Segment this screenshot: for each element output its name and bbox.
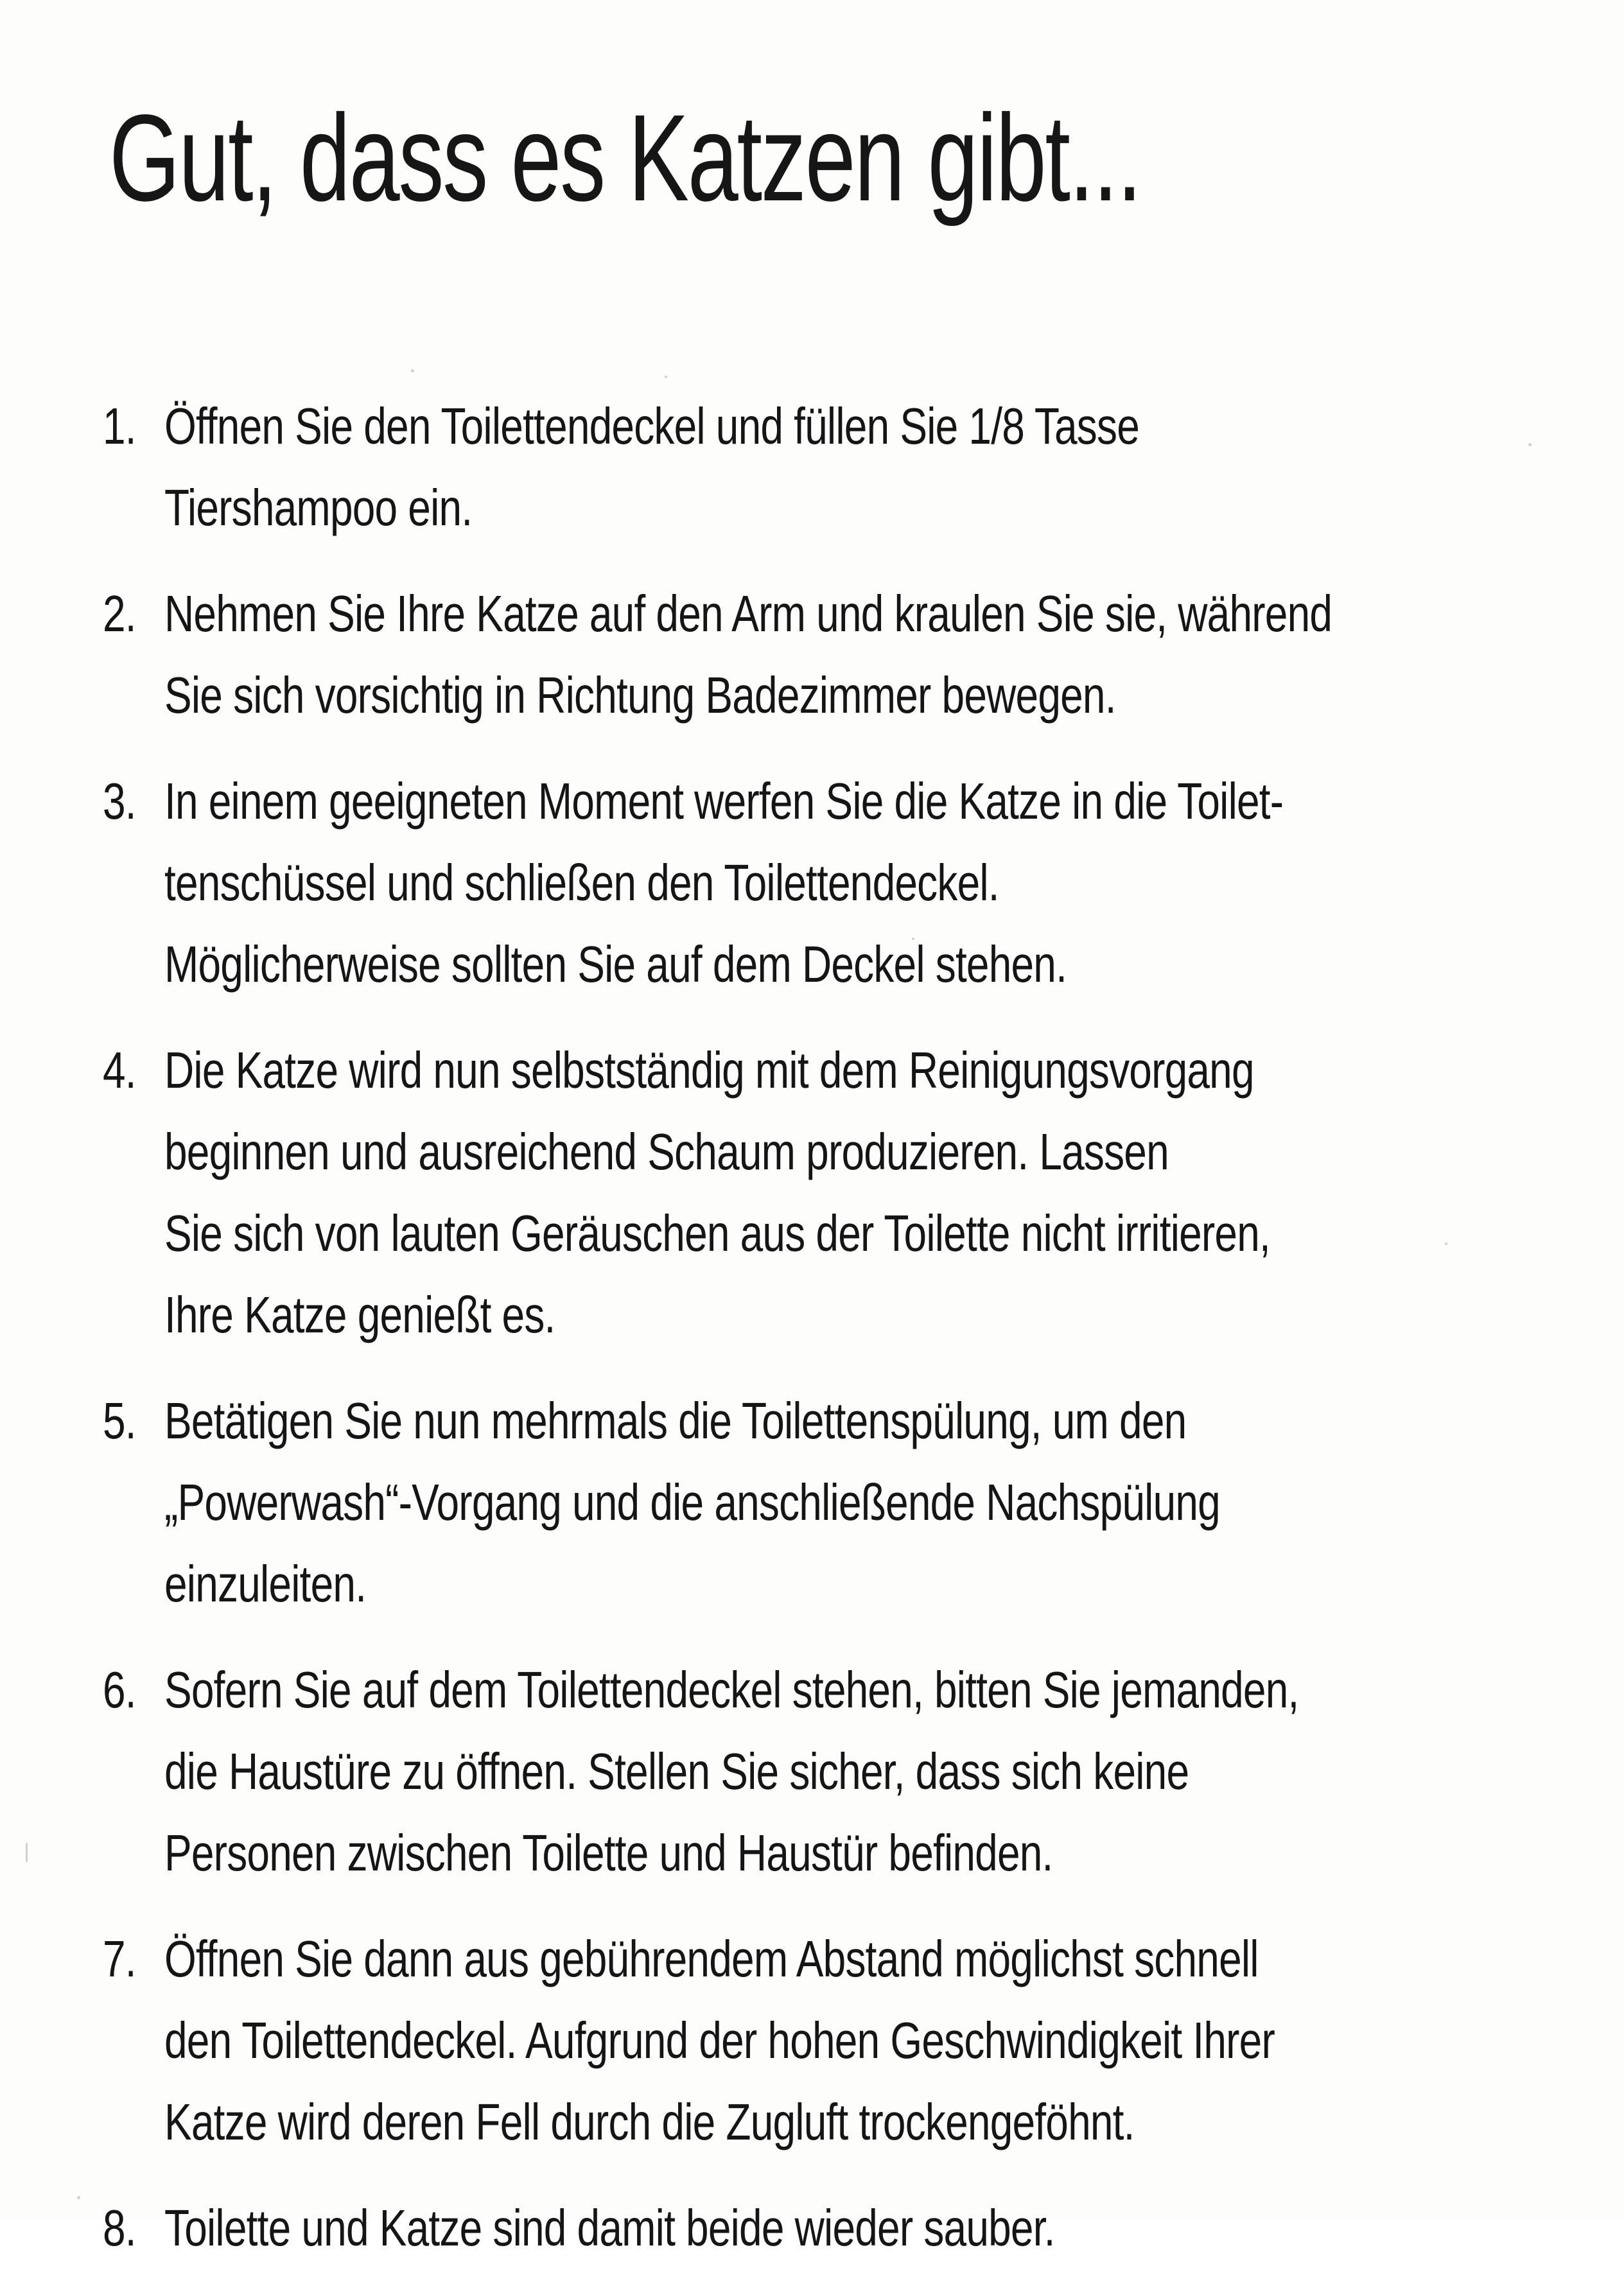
step-number: 5. — [103, 1392, 136, 1449]
step-line: einzuleiten. — [164, 1555, 367, 1612]
scan-speck — [665, 376, 667, 378]
step-text — [164, 1029, 1577, 1356]
list-item — [103, 2187, 1618, 2269]
step-number: 4. — [103, 1042, 136, 1099]
list-item — [103, 760, 1618, 1005]
list-item — [103, 1649, 1618, 1894]
step-number: 8. — [103, 2199, 136, 2256]
step-line: Sie sich vorsichtig in Richtung Badezimmer bewegen. — [164, 667, 1116, 724]
list-item — [103, 1029, 1618, 1356]
list-item — [103, 573, 1618, 736]
step-line: Personen zwischen Toilette und Haustür befinden. — [164, 1824, 1053, 1881]
step-line: Katze wird deren Fell durch die Zugluft trockengeföhnt. — [164, 2093, 1135, 2150]
scan-speck — [912, 937, 914, 940]
step-text — [164, 760, 1577, 1005]
list-item — [103, 1918, 1618, 2163]
step-line: „Powerwash“-Vorgang und die anschließende Nachspülung — [164, 1474, 1220, 1531]
page-title: Gut, dass es Katzen gibt... — [109, 89, 1141, 227]
step-line: Toilette und Katze sind damit beide wieder sauber. — [164, 2199, 1055, 2256]
step-line: Tiershampoo ein. — [164, 479, 473, 536]
scan-speck — [411, 369, 414, 372]
scan-speck — [77, 2196, 80, 2199]
scan-speck — [26, 1843, 28, 1862]
step-number: 6. — [103, 1661, 136, 1718]
step-line: Sie sich von lauten Geräuschen aus der Toilette nicht irritieren, — [164, 1205, 1270, 1262]
step-line: Ihre Katze genießt es. — [164, 1286, 555, 1343]
step-number: 1. — [103, 397, 136, 455]
step-line: beginnen und ausreichend Schaum produzieren. Lassen — [164, 1123, 1169, 1180]
step-line: Öffnen Sie den Toilettendeckel und füllen Sie 1/8 Tasse — [164, 397, 1139, 455]
list-item — [103, 385, 1618, 548]
step-line: Sofern Sie auf dem Toilettendeckel stehen, bitten Sie jemanden, — [164, 1661, 1299, 1718]
step-line: tenschüssel und schließen den Toilettendeckel. — [164, 854, 999, 911]
list-item — [103, 1380, 1618, 1625]
step-line: den Toilettendeckel. Aufgrund der hohen Geschwindigkeit Ihrer — [164, 2012, 1275, 2069]
step-line: Die Katze wird nun selbstständig mit dem Reinigungsvorgang — [164, 1042, 1254, 1099]
step-line: Öffnen Sie dann aus gebührendem Abstand möglichst schnell — [164, 1930, 1259, 1987]
scan-speck — [1528, 443, 1532, 446]
step-number: 3. — [103, 772, 136, 830]
step-line: die Haustüre zu öffnen. Stellen Sie sicher, dass sich keine — [164, 1743, 1189, 1800]
step-text — [164, 1918, 1577, 2163]
step-line: Betätigen Sie nun mehrmals die Toilettenspülung, um den — [164, 1392, 1187, 1449]
step-text — [164, 1380, 1577, 1625]
step-text — [164, 2187, 1577, 2269]
step-line: Nehmen Sie Ihre Katze auf den Arm und kraulen Sie sie, während — [164, 585, 1332, 642]
step-line: Möglicherweise sollten Sie auf dem Deckel stehen. — [164, 936, 1067, 993]
step-text — [164, 1649, 1577, 1894]
step-text — [164, 573, 1577, 736]
instruction-list — [103, 385, 1618, 2293]
step-number: 7. — [103, 1930, 136, 1987]
step-text — [164, 385, 1577, 548]
step-number: 2. — [103, 585, 136, 642]
scan-speck — [1445, 1242, 1447, 1245]
step-line: In einem geeigneten Moment werfen Sie die Katze in die Toilet- — [164, 772, 1284, 830]
